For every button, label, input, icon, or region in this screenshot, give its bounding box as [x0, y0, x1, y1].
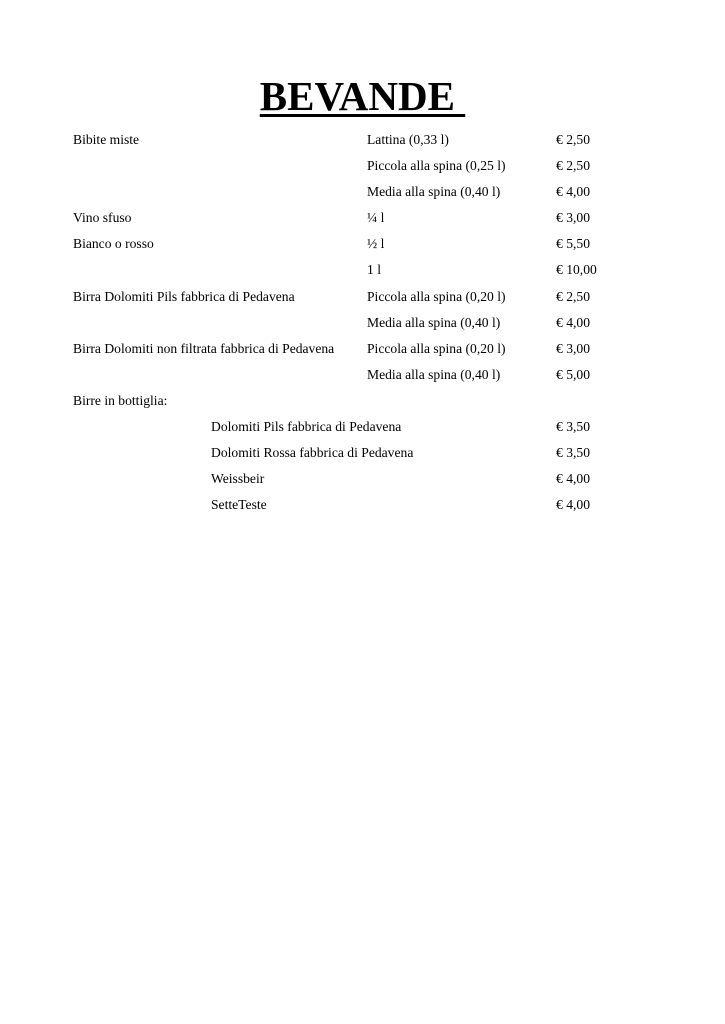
drink-size: Media alla spina (0,40 l): [367, 366, 501, 382]
drink-row: [0, 153, 725, 179]
drink-size: Media alla spina (0,40 l): [367, 184, 501, 200]
drink-name: Birre in bottiglia:: [73, 392, 168, 408]
drink-name: Birra Dolomiti non filtrata fabbrica di Pedavena: [73, 340, 335, 356]
drink-row: [0, 205, 725, 231]
bottle-name: SetteTeste: [211, 497, 267, 513]
drink-size: Piccola alla spina (0,20 l): [367, 340, 506, 356]
bottle-price: € 4,00: [556, 471, 590, 487]
drink-size: Piccola alla spina (0,25 l): [367, 158, 506, 174]
bottle-name: Dolomiti Rossa fabbrica di Pedavena: [211, 445, 414, 461]
drink-row: [0, 231, 725, 257]
page-title: BEVANDE: [259, 73, 466, 119]
drink-size: Lattina (0,33 l): [367, 132, 449, 147]
drink-row: [0, 127, 725, 153]
drink-name: Birra Dolomiti Pils fabbrica di Pedavena: [73, 288, 295, 304]
bottle-name: Dolomiti Pils fabbrica di Pedavena: [211, 419, 402, 435]
bottle-price: € 3,50: [556, 445, 590, 461]
drink-size: ¼ l: [367, 210, 385, 226]
drink-size: Media alla spina (0,40 l): [367, 314, 501, 330]
drink-size: 1 l: [367, 262, 381, 278]
drink-price: € 3,00: [556, 210, 590, 226]
drink-row: [0, 310, 725, 336]
drink-row: [0, 362, 725, 388]
drink-price: € 2,50: [556, 288, 590, 304]
drink-row: [0, 179, 725, 205]
drink-price: € 5,50: [556, 236, 590, 252]
drink-row: [0, 388, 725, 414]
drink-row: [0, 284, 725, 310]
drink-size: ½ l: [367, 236, 385, 252]
drink-price: € 4,00: [556, 314, 590, 330]
drink-name: Vino sfuso: [73, 210, 132, 226]
drink-price: € 10,00: [556, 262, 597, 278]
bottle-row: [0, 466, 725, 492]
bottle-price: € 3,50: [556, 419, 590, 435]
drink-name: Bibite miste: [73, 132, 140, 147]
drink-price: € 4,00: [556, 184, 590, 200]
bottle-price: € 4,00: [556, 497, 590, 513]
drink-price: € 2,50: [556, 132, 590, 147]
drink-price: € 2,50: [556, 158, 590, 174]
drink-price: € 5,00: [556, 366, 590, 382]
drinks-list: [0, 127, 725, 518]
drink-name: Bianco o rosso: [73, 236, 154, 252]
bottle-name: Weissbeir: [211, 471, 265, 487]
bottle-row: [0, 492, 725, 518]
drink-row: [0, 336, 725, 362]
bottle-row: [0, 440, 725, 466]
drink-price: € 3,00: [556, 340, 590, 356]
drink-row: [0, 257, 725, 283]
bottle-row: [0, 414, 725, 440]
drink-size: Piccola alla spina (0,20 l): [367, 288, 506, 304]
